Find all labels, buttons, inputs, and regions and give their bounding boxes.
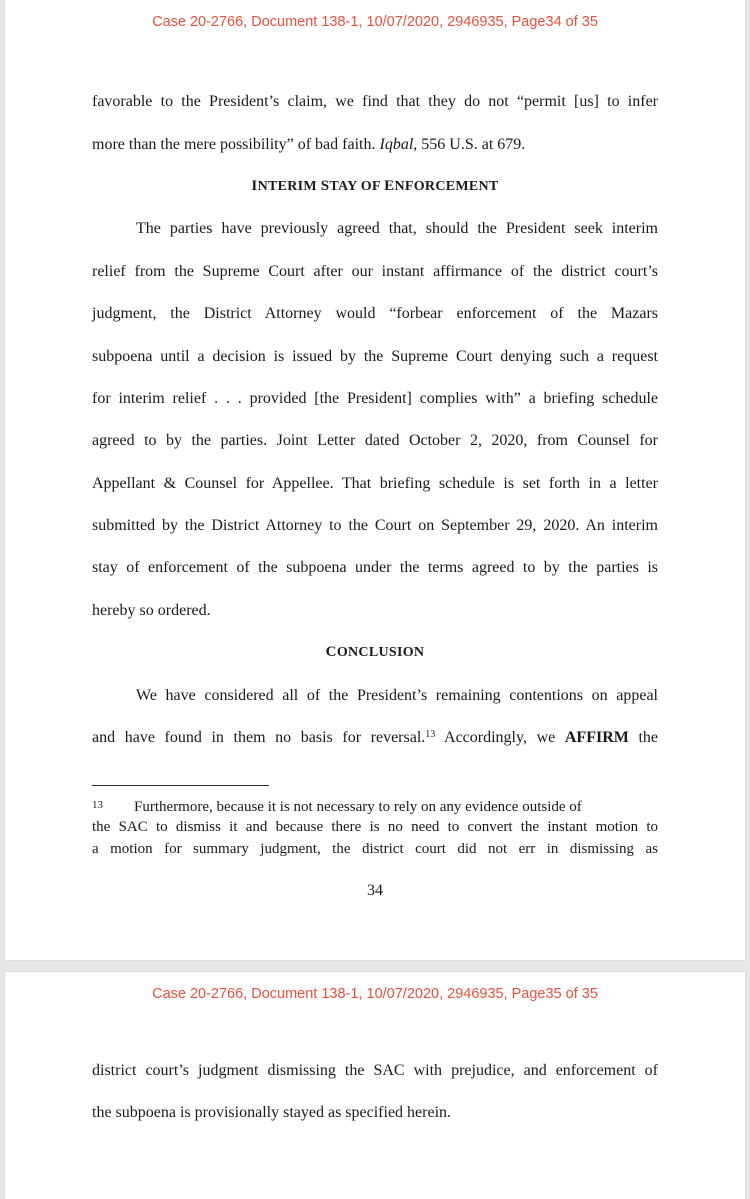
body-line: judgment, the District Attorney would “forbear enforcement of the Mazars	[92, 305, 658, 322]
document-page-35	[5, 972, 745, 1199]
affirm-bold: AFFIRM	[564, 729, 629, 746]
footnote-number: 13	[92, 799, 103, 811]
case-header: Case 20-2766, Document 138-1, 10/07/2020, 2946935, Page35 of 35	[152, 986, 598, 1002]
body-line: The parties have previously agreed that, should the President seek interim	[136, 220, 658, 237]
footnote-reference[interactable]: 13	[425, 729, 436, 740]
text-span: more than the mere possibility” of bad faith.	[92, 136, 380, 153]
body-line: the subpoena is provisionally stayed as specified herein.	[92, 1104, 452, 1121]
body-line: We have considered all of the President’s remaining contentions on appeal	[136, 687, 658, 704]
body-line: stay of enforcement of the subpoena under the terms agreed to by the parties is	[92, 559, 658, 576]
body-line: agreed to by the parties. Joint Letter dated October 2, 2020, from Counsel for	[92, 432, 658, 449]
body-line: and have found in them no basis for reversal.$^{13}$ Accordingly, we AFFIRM the	[92, 729, 659, 746]
body-line	[92, 135, 658, 155]
body-line: for interim relief . . . provided [the President] complies with” a briefing schedule	[92, 390, 658, 407]
footnote-line: 13 Furthermore, because it is not necessary to rely on any evidence outside of	[92, 795, 658, 817]
page-number: 34	[367, 882, 383, 899]
body-line: relief from the Supreme Court after our instant affirmance of the district court’s	[92, 263, 658, 280]
case-citation-italic: Iqbal	[379, 136, 414, 153]
body-line: Appellant & Counsel for Appellee. That briefing schedule is set forth in a letter	[92, 475, 658, 492]
body-line: favorable to the President’s claim, we find that they do not “permit [us] to infer	[92, 93, 658, 110]
footnote-line: a motion for summary judgment, the district court did not err in dismissing as	[92, 841, 658, 857]
section-heading-interim-stay: INTERIM STAY OF ENFORCEMENT	[251, 178, 499, 194]
case-header: Case 20-2766, Document 138-1, 10/07/2020, 2946935, Page34 of 35	[152, 14, 598, 30]
section-heading-conclusion: CONCLUSION	[325, 644, 425, 660]
body-line: subpoena until a decision is issued by the Supreme Court denying such a request	[92, 348, 658, 365]
document-page-34	[5, 0, 745, 960]
footnote-line: the SAC to dismiss it and because there is no need to convert the instant motion to	[92, 819, 658, 835]
body-line: district court’s judgment dismissing the SAC with prejudice, and enforcement of	[92, 1062, 658, 1079]
body-line: submitted by the District Attorney to the Court on September 29, 2020. An interim	[92, 517, 658, 534]
footnote-divider	[92, 785, 269, 786]
text-span: , 556 U.S. at 679.	[413, 136, 526, 153]
body-line: hereby so ordered.	[92, 602, 211, 619]
